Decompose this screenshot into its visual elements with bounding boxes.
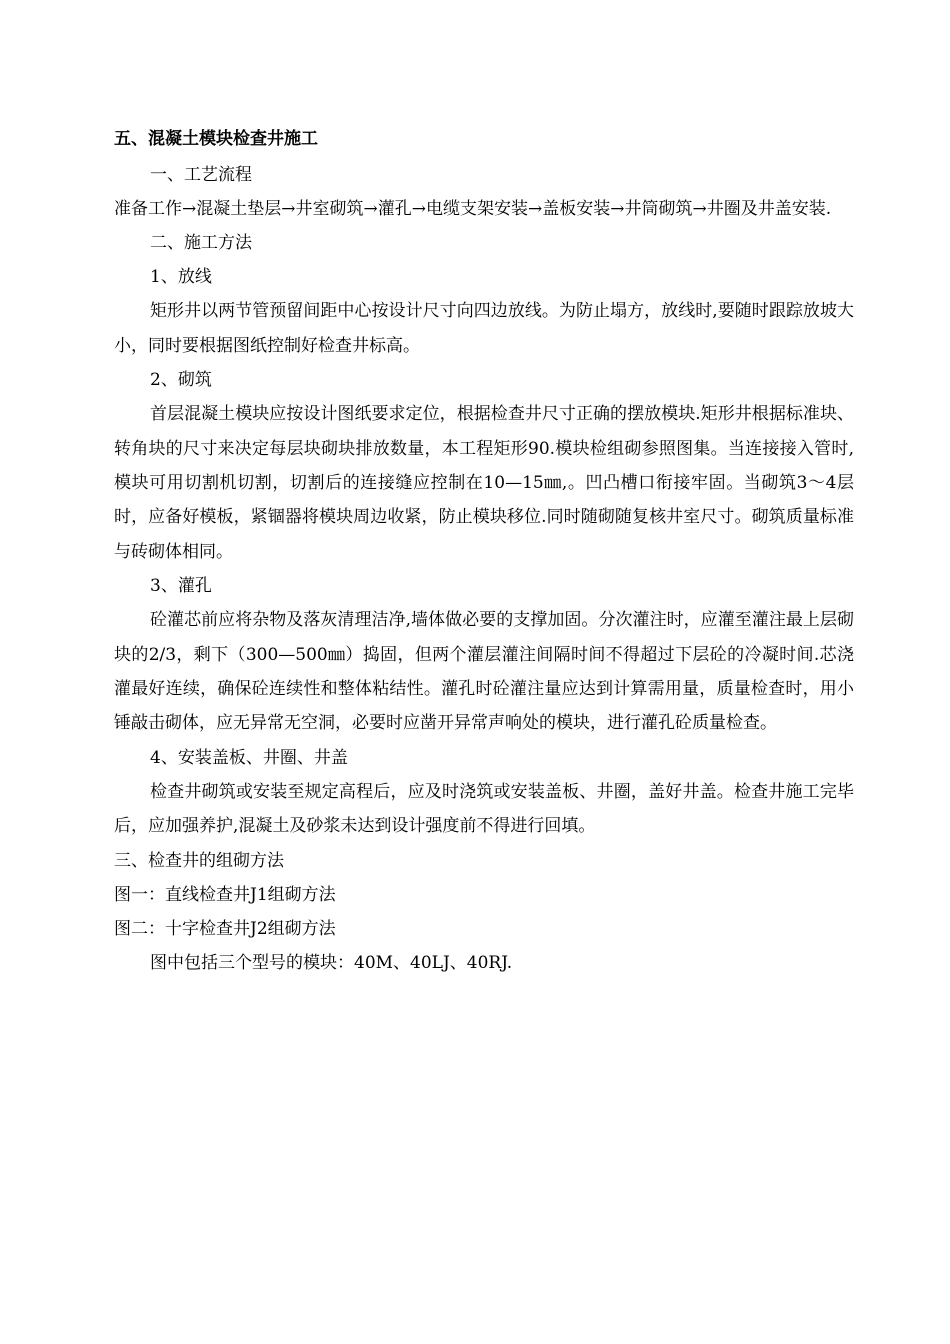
installation-paragraph: 检查井砌筑或安装至规定高程后，应及时浇筑或安装盖板、井圈，盖好井盖。检查井施工完毕后，应加强养护,混凝土及砂浆未达到设计强度前不得进行回填。 [114, 781, 854, 837]
subheading-masonry: 2、砌筑 [150, 370, 212, 391]
figure-caption-2: 图二：十字检查井J2组砌方法 [114, 918, 336, 939]
process-flow-paragraph: 准备工作→混凝土垫层→井室砌筑→灌孔→电缆支架安装→盖板安装→井筒砌筑→井圈及井盖安装. [114, 199, 832, 219]
masonry-paragraph: 首层混凝土模块应按设计图纸要求定位，根据检查井尺寸正确的摆放模块.矩形井根据标准块、转角块的尺寸来决定每层块砌块排放数量，本工程矩形90.模块检组砌参照图集。当连接接入管时,模块可用切割机切割，切割后的连接缝应控制在10—15㎜,。凹凸槽口衔接牢固。当砌筑3～4层时，应备好模板，紧锢器将模块周边收紧，防止模块移位.同时随砌随复核井室尺寸。砌筑质量标准与砖砌体相同。 [114, 404, 854, 562]
document-page [114, 124, 854, 980]
grouting-paragraph: 砼灌芯前应将杂物及落灰清理洁净,墙体做必要的支撑加固。分次灌注时，应灌至灌注最上层砌块的2/3，剩下（300—500㎜）捣固，但两个灌层灌注间隔时间不得超过下层砼的冷凝时间.芯浇灌最好连续，确保砼连续性和整体粘结性。灌孔时砼灌注量应达到计算需用量，质量检查时，用小锤敲击砌体，应无异常无空洞，必要时应凿开异常声响处的模块，进行灌孔砼质量检查。 [114, 610, 854, 734]
section-heading-process: 一、工艺流程 [150, 165, 252, 185]
document-title: 五、混凝土模块检查井施工 [114, 129, 318, 149]
subheading-installation: 4、安装盖板、井圈、井盖 [150, 747, 348, 768]
section-heading-assembly: 三、检查井的组砌方法 [114, 850, 284, 871]
figure-caption-1: 图一：直线检查井J1组砌方法 [114, 884, 336, 905]
subheading-layout: 1、放线 [150, 267, 212, 288]
module-types-note: 图中包括三个型号的模块：40M、40LJ、40RJ. [150, 952, 513, 973]
layout-paragraph: 矩形井以两节管预留间距中心按设计尺寸向四边放线。为防止塌方，放线时,要随时跟踪放坡大小，同时要根据图纸控制好检查井标高。 [114, 301, 854, 356]
section-heading-method: 二、施工方法 [150, 233, 252, 254]
subheading-grouting: 3、灌孔 [150, 576, 212, 597]
